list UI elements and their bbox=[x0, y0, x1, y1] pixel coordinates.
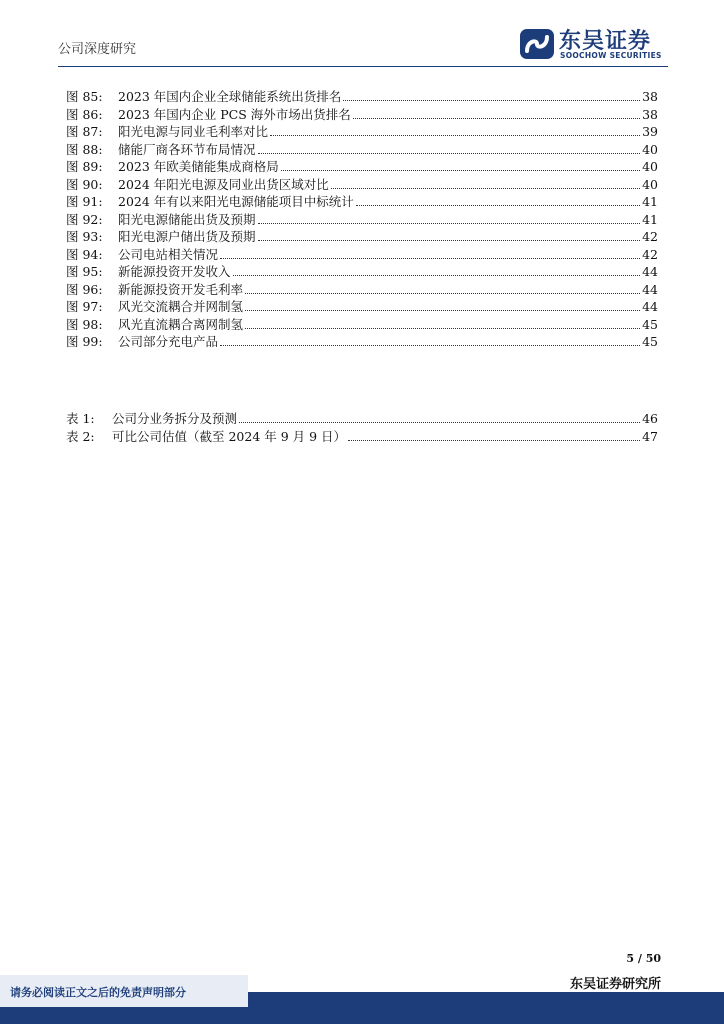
toc-leader bbox=[220, 345, 640, 346]
logo-english-name: SOOCHOW SECURITIES bbox=[560, 51, 662, 60]
toc-entry[interactable] bbox=[66, 141, 658, 159]
toc-entry[interactable] bbox=[66, 158, 658, 176]
toc-leader bbox=[233, 275, 640, 276]
toc-label: 图 90: bbox=[66, 176, 103, 192]
toc-title: 新能源投资开发收入 bbox=[118, 264, 231, 279]
soochow-logo-icon bbox=[519, 27, 555, 61]
toc-entry[interactable] bbox=[66, 263, 658, 281]
toc-label: 图 89: bbox=[66, 159, 103, 174]
toc-leader bbox=[258, 240, 640, 241]
toc-title: 2024 年阳光电源及同业出货区域对比 bbox=[118, 176, 329, 192]
toc-leader bbox=[245, 293, 640, 294]
toc-page: 40 bbox=[642, 141, 658, 157]
toc-label: 图 93: bbox=[66, 229, 103, 244]
toc-entry[interactable] bbox=[66, 193, 658, 211]
table-list bbox=[66, 410, 658, 445]
toc-entry[interactable] bbox=[66, 123, 658, 141]
toc-entry[interactable] bbox=[66, 298, 658, 316]
toc-page: 41 bbox=[642, 194, 658, 209]
toc-entry[interactable] bbox=[66, 106, 658, 124]
toc-leader bbox=[353, 118, 640, 119]
toc-label: 图 97: bbox=[66, 299, 103, 314]
toc-title: 公司分业务拆分及预测 bbox=[112, 411, 238, 426]
toc-entry[interactable] bbox=[66, 410, 658, 428]
toc-entry[interactable] bbox=[66, 316, 658, 334]
toc-page: 44 bbox=[642, 264, 658, 279]
toc-title: 新能源投资开发毛利率 bbox=[118, 281, 244, 297]
toc-page: 47 bbox=[642, 428, 658, 444]
toc-entry[interactable] bbox=[66, 281, 658, 299]
toc-page: 38 bbox=[642, 89, 658, 104]
toc-leader bbox=[245, 328, 640, 329]
toc-title: 储能厂商各环节布局情况 bbox=[118, 141, 256, 157]
toc-leader bbox=[245, 310, 640, 311]
figure-list bbox=[66, 88, 658, 351]
toc-title: 2023 年国内企业 PCS 海外市场出货排名 bbox=[118, 106, 351, 122]
toc-entry[interactable] bbox=[66, 88, 658, 106]
toc-entry[interactable] bbox=[66, 428, 658, 446]
toc-entry[interactable] bbox=[66, 333, 658, 351]
toc-leader bbox=[348, 440, 640, 441]
toc-label: 图 94: bbox=[66, 246, 103, 262]
toc-leader bbox=[270, 135, 640, 136]
toc-title: 风光交流耦合并网制氢 bbox=[118, 299, 244, 314]
toc-page: 39 bbox=[642, 124, 658, 139]
disclaimer-text: 请务必阅读正文之后的免责声明部分 bbox=[10, 986, 186, 999]
section-label: 公司深度研究 bbox=[58, 42, 137, 57]
toc-leader bbox=[281, 170, 640, 171]
header-divider bbox=[58, 66, 668, 67]
toc-page: 41 bbox=[642, 211, 658, 227]
toc-label: 图 88: bbox=[66, 141, 103, 157]
toc-title: 2023 年国内企业全球储能系统出货排名 bbox=[118, 89, 342, 104]
toc-leader bbox=[331, 188, 640, 189]
toc-page: 44 bbox=[642, 299, 658, 314]
logo-chinese-name: 东吴证券 bbox=[559, 29, 652, 54]
toc-page: 40 bbox=[642, 159, 658, 174]
toc-leader bbox=[343, 100, 640, 101]
toc-leader bbox=[258, 223, 640, 224]
toc-page: 44 bbox=[642, 281, 658, 297]
toc-page: 46 bbox=[642, 411, 658, 426]
toc-title: 公司部分充电产品 bbox=[118, 334, 219, 349]
toc-leader bbox=[258, 153, 640, 154]
toc-title: 风光直流耦合离网制氢 bbox=[118, 316, 244, 332]
toc-label: 图 95: bbox=[66, 264, 103, 279]
toc-title: 阳光电源与同业毛利率对比 bbox=[118, 124, 269, 139]
toc-title: 阳光电源储能出货及预期 bbox=[118, 211, 256, 227]
toc-leader bbox=[356, 205, 640, 206]
toc-page: 45 bbox=[642, 316, 658, 332]
toc-title: 可比公司估值（截至 2024 年 9 月 9 日） bbox=[112, 428, 347, 444]
toc-label: 图 86: bbox=[66, 106, 103, 122]
toc-page: 45 bbox=[642, 334, 658, 349]
toc-title: 阳光电源户储出货及预期 bbox=[118, 229, 256, 244]
toc-label: 图 91: bbox=[66, 194, 103, 209]
toc-page: 38 bbox=[642, 106, 658, 122]
toc-label: 图 99: bbox=[66, 334, 103, 349]
footer-brand: 东吴证券研究所 bbox=[569, 977, 661, 992]
toc-entry[interactable] bbox=[66, 176, 658, 194]
toc-label: 图 98: bbox=[66, 316, 103, 332]
disclaimer-note bbox=[0, 975, 248, 1007]
toc-label: 图 87: bbox=[66, 124, 103, 139]
toc-entry[interactable] bbox=[66, 246, 658, 264]
toc-entry[interactable] bbox=[66, 228, 658, 246]
page-number: 5 / 50 bbox=[626, 952, 661, 965]
toc-title: 2023 年欧美储能集成商格局 bbox=[118, 159, 279, 174]
toc-title: 2024 年有以来阳光电源储能项目中标统计 bbox=[118, 194, 354, 209]
toc-leader bbox=[220, 258, 640, 259]
toc-title: 公司电站相关情况 bbox=[118, 246, 219, 262]
toc-label: 表 1: bbox=[66, 411, 95, 426]
toc-label: 表 2: bbox=[66, 428, 95, 444]
toc-page: 42 bbox=[642, 229, 658, 244]
toc-label: 图 92: bbox=[66, 211, 103, 227]
toc-label: 图 96: bbox=[66, 281, 103, 297]
company-logo bbox=[519, 27, 679, 63]
toc-page: 40 bbox=[642, 176, 658, 192]
toc-entry[interactable] bbox=[66, 211, 658, 229]
toc-label: 图 85: bbox=[66, 89, 103, 104]
toc-page: 42 bbox=[642, 246, 658, 262]
toc-leader bbox=[239, 422, 640, 423]
